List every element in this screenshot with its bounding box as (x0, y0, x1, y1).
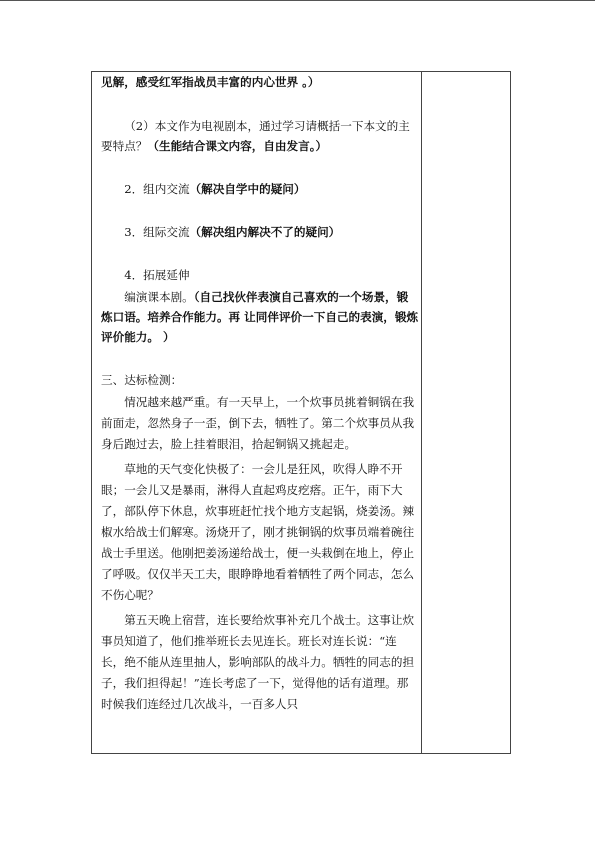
step-4-label: 4．拓展延伸 (124, 268, 190, 282)
step-4-note: （自己找伙伴表演自己喜欢的一个场景，锻炼口语。培养合作能力。再 让同伴评价一下自己的表演，锻炼评价能力。 ） (101, 290, 419, 344)
step-4 (101, 287, 419, 347)
step-3-label: 3．组际交流 (124, 225, 190, 239)
lesson-content (101, 72, 419, 715)
question-2 (101, 116, 419, 156)
intro-line: 见解，感受红军指战员丰富的内心世界 。） (101, 75, 320, 89)
step-2-label: 2．组内交流 (124, 182, 190, 196)
question-2-text: （2）本文作为电视剧本，通过学习请概括一下本文的主要特点？ (101, 119, 410, 153)
step-4-text: 编演课本剧。 (124, 290, 194, 304)
question-2-note: （生能结合课文内容，自由发言。） (147, 139, 328, 153)
lesson-table-notes-column (422, 71, 511, 754)
step-3 (101, 222, 419, 242)
step-3-note: （解决组内解决不了的疑问） (189, 225, 341, 239)
story-paragraph-2: 草地的天气变化快极了：一会儿是狂风，吹得人睁不开眼；一会儿又是暴雨，淋得人直起鸡皮疙瘩。正午，雨下大了，部队停下休息，炊事班赶忙找个地方支起锅，烧姜汤。辣椒水给战士们解寒。汤烧开了，刚才挑铜锅的炊事员端着碗往战士手里送。他刚把姜汤递给战士，便一头栽倒在地上，停止了呼吸。仅仅半天工夫，眼睁睁地看着牺牲了两个同志，怎么不伤心呢？ (101, 462, 415, 602)
story-paragraph-3: 第五天晚上宿营，连长要给炊事补充几个战士。这事让炊事员知道了，他们推举班长去见连长。班长对连长说：“连长，绝不能从连里抽人，影响部队的战斗力。牺牲的同志的担子，我们担得起！”连长考虑了一下，觉得他的话有道理。那时候我们连经过几次战斗，一百多人只 (101, 613, 415, 711)
page-top-rule (0, 0, 595, 1)
step-2 (101, 179, 419, 199)
story-paragraph-1: 情况越来越严重。有一天早上，一个炊事员挑着铜锅在我前面走，忽然身子一歪，倒下去，牺牲了。第二个炊事员从我身后跑过去，脸上挂着眼泪，拾起铜锅又挑起走。 (101, 395, 415, 451)
step-2-note: （解决自学中的疑问） (189, 182, 306, 196)
section-3-heading: 三、达标检测： (101, 373, 183, 387)
